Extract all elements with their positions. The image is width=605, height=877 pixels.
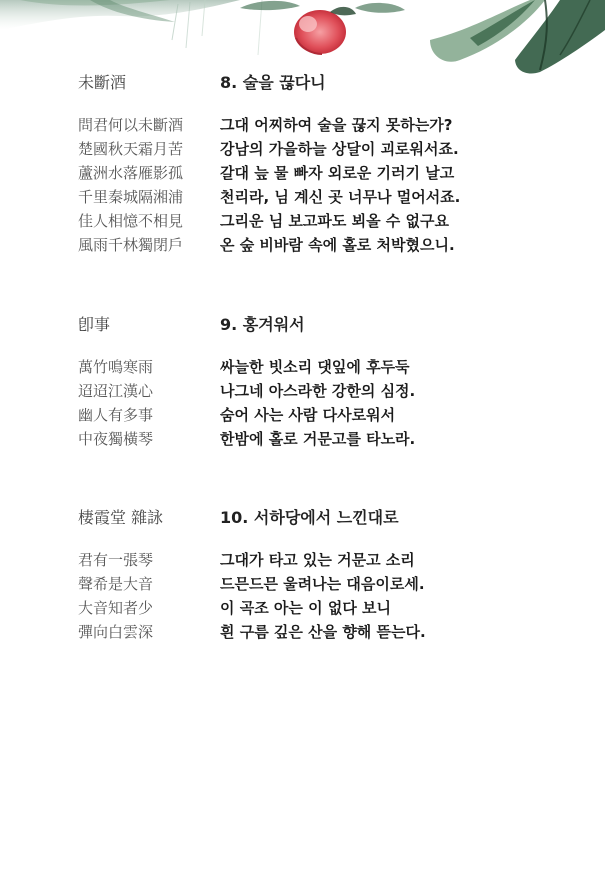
poem-line xyxy=(78,234,578,258)
ink-wash-leaves-illustration xyxy=(0,0,605,80)
poem-line xyxy=(78,549,578,573)
hanja-line: 聲希是大音 xyxy=(78,575,154,593)
hanja-line: 迢迢江漢心 xyxy=(78,382,154,400)
hanja-line: 中夜獨橫琴 xyxy=(78,430,154,448)
hanja-line: 幽人有多事 xyxy=(78,406,154,424)
poem-lines xyxy=(78,549,578,645)
korean-line: 천리라, 님 계신 곳 너무나 멀어서죠. xyxy=(220,188,461,206)
korean-line: 드믄드믄 울려나는 대음이로세. xyxy=(220,575,425,593)
korean-line: 온 숲 비바람 속에 홀로 처박혔으니. xyxy=(220,236,455,254)
korean-line: 그대가 타고 있는 거문고 소리 xyxy=(220,551,415,569)
poem-heading xyxy=(78,505,578,531)
hanja-line: 佳人相憶不相見 xyxy=(78,212,184,230)
poem-line xyxy=(78,138,578,162)
korean-line: 갈대 늪 물 빠자 외로운 기러기 날고 xyxy=(220,164,455,182)
poem-line xyxy=(78,380,578,404)
poem-line xyxy=(78,597,578,621)
korean-line: 그대 어찌하여 술을 끊지 못하는가? xyxy=(220,116,453,134)
hanja-title: 未斷酒 xyxy=(78,73,127,92)
korean-line: 그리운 님 보고파도 뵈올 수 없구요 xyxy=(220,212,449,230)
korean-line: 싸늘한 빗소리 댓잎에 후두둑 xyxy=(220,358,410,376)
korean-line: 한밤에 홀로 거문고를 타노라. xyxy=(220,430,416,448)
poem-line xyxy=(78,210,578,234)
hanja-line: 風雨千林獨閉戶 xyxy=(78,236,184,254)
korean-title: 10. 서하당에서 느낀대로 xyxy=(220,508,399,527)
ink-wash-header-illustration xyxy=(0,0,605,80)
hanja-title: 棲霞堂 雜詠 xyxy=(78,508,164,527)
korean-line: 강남의 가을하늘 상달이 괴로워서죠. xyxy=(220,140,459,158)
poem-heading xyxy=(78,312,578,338)
korean-line: 흰 구름 깊은 산을 향해 뜯는다. xyxy=(220,623,426,641)
poem-8 xyxy=(78,70,578,258)
korean-line: 숨어 사는 사람 다사로워서 xyxy=(220,406,396,424)
korean-title: 8. 술을 끊다니 xyxy=(220,73,326,92)
poem-10 xyxy=(78,505,578,645)
hanja-line: 彈向白雲深 xyxy=(78,623,154,641)
hanja-line: 問君何以未斷酒 xyxy=(78,116,184,134)
korean-line: 나그네 아스라한 강한의 심정. xyxy=(220,382,416,400)
poem-heading xyxy=(78,70,578,96)
poem-line xyxy=(78,186,578,210)
hanja-line: 大音知者少 xyxy=(78,599,154,617)
red-blossom-illustration xyxy=(294,7,356,54)
hanja-line: 蘆洲水落雁影孤 xyxy=(78,164,184,182)
poem-9 xyxy=(78,312,578,452)
poem-line xyxy=(78,356,578,380)
poem-line xyxy=(78,162,578,186)
poem-lines xyxy=(78,114,578,258)
hanja-title: 卽事 xyxy=(78,315,111,334)
poem-lines xyxy=(78,356,578,452)
hanja-line: 千里秦城隔湘浦 xyxy=(78,188,184,206)
poem-line xyxy=(78,621,578,645)
poem-line xyxy=(78,573,578,597)
korean-title: 9. 홍겨워서 xyxy=(220,315,305,334)
hanja-line: 萬竹鳴寒雨 xyxy=(78,358,154,376)
korean-line: 이 곡조 아는 이 없다 보니 xyxy=(220,599,392,617)
poem-line xyxy=(78,404,578,428)
poem-line xyxy=(78,428,578,452)
hanja-line: 君有一張琴 xyxy=(78,551,154,569)
poem-line xyxy=(78,114,578,138)
hanja-line: 楚國秋天霜月苦 xyxy=(78,140,184,158)
